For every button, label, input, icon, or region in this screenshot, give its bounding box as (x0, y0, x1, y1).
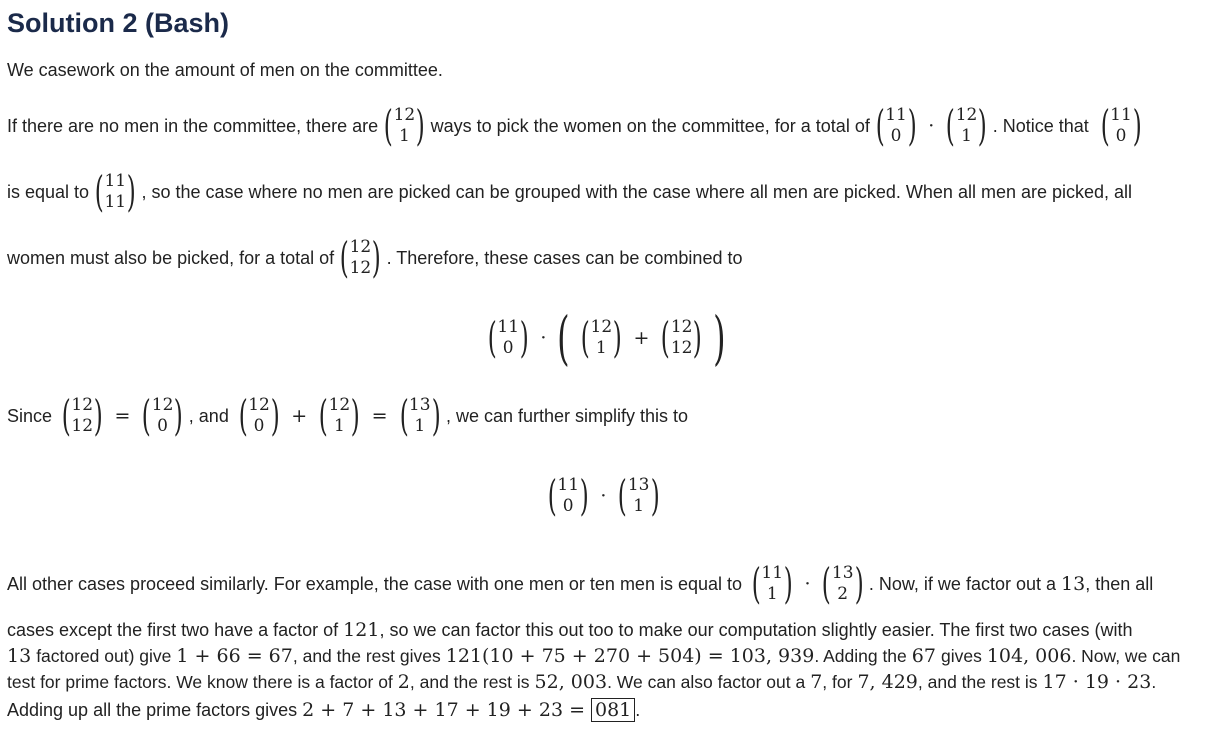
binom-13-1: ( 13 1 ) (399, 391, 441, 440)
binom-11-1: ( 11 1 ) (751, 559, 793, 608)
text: , and the rest is (917, 671, 1038, 692)
solution-heading: Solution 2 (Bash) (7, 8, 229, 38)
outer-paren-open: ( (557, 304, 571, 372)
text: If there are no men in the committee, there are (7, 115, 379, 136)
math-inline: 2 (397, 671, 410, 693)
paragraph-primes (7, 671, 1156, 693)
text: women must also be picked, for a total of (7, 247, 335, 268)
paragraph-other-cases (7, 554, 1153, 614)
binom-12-12: ( 12 12 ) (661, 313, 703, 362)
math-inline: 17 · 19 · 23 (1042, 671, 1152, 693)
outer-paren-close: ) (712, 304, 726, 372)
text: . Now, if we factor out a (868, 573, 1056, 594)
math-inline: 121(10 + 75 + 270 + 504) = 103, 939 (445, 645, 815, 667)
text: . (635, 699, 641, 720)
binom-11-0: ( 11 0 ) (547, 471, 589, 520)
text: , and (188, 405, 229, 426)
display-equation-combined (482, 306, 731, 370)
text: . Therefore, these cases can be combined to (386, 247, 743, 268)
math-inline: 1 + 66 = 67 (176, 645, 293, 667)
text: Adding up all the prime factors gives (7, 699, 298, 720)
math-inline: 104, 006 (986, 645, 1072, 667)
paragraph-answer (7, 698, 640, 722)
binom-12-12: ( 12 12 ) (339, 233, 381, 282)
text: is equal to (7, 181, 90, 202)
math-inline: 121 (343, 619, 380, 641)
binom-12-1: ( 12 1 ) (946, 101, 988, 150)
text: . We can also factor out a (607, 671, 806, 692)
binom-12-12: ( 12 12 ) (61, 391, 103, 440)
text: . Now, we can (1071, 645, 1181, 666)
paragraph-all-women (7, 228, 742, 288)
display-equation-simplified (542, 466, 665, 526)
eq-op: = (114, 405, 131, 427)
dot-op: · (928, 115, 935, 137)
text: gives (940, 645, 982, 666)
paragraph-grouping (7, 162, 1132, 222)
paragraph-intro: We casework on the amount of men on the committee. (7, 60, 443, 80)
binom-13-2: ( 13 2 ) (822, 559, 864, 608)
text: All other cases proceed similarly. For example, the case with one men or ten men is equal to (7, 573, 743, 594)
dot-op: · (540, 327, 547, 349)
math-inline: 7, 429 (857, 671, 918, 693)
plus-op: + (291, 405, 308, 427)
paragraph-no-men (7, 96, 1147, 156)
math-inline: 13 (1061, 573, 1086, 595)
text: factored out) give (36, 645, 172, 666)
math-inline: 2 + 7 + 13 + 17 + 19 + 23 = (302, 699, 585, 721)
math-inline: 7 (810, 671, 823, 693)
text: . (1151, 671, 1157, 692)
paragraph-sums (7, 645, 1180, 667)
plus-op: + (633, 327, 650, 349)
text: cases except the first two have a factor of (7, 619, 339, 640)
text: test for prime factors. We know there is a factor of (7, 671, 393, 692)
text: , so we can factor this out too to make our computation slightly easier. The first two cases (with (379, 619, 1133, 640)
text: , then all (1085, 573, 1154, 594)
binom-12-1: ( 12 1 ) (318, 391, 360, 440)
binom-12-1: ( 12 1 ) (580, 313, 622, 362)
binom-11-0: ( 11 0 ) (875, 101, 917, 150)
math-inline: 67 (911, 645, 936, 667)
math-inline: 52, 003 (534, 671, 608, 693)
text: . Notice that (992, 115, 1089, 136)
text: , and the rest is (409, 671, 530, 692)
text: , so the case where no men are picked can be grouped with the case where all men are picked. When all men are picked, all (141, 181, 1133, 202)
dot-op: · (804, 573, 811, 595)
text: , for (822, 671, 853, 692)
paragraph-factor (7, 619, 1132, 641)
binom-13-1: ( 13 1 ) (618, 471, 660, 520)
text: Since (7, 405, 53, 426)
binom-11-0: ( 11 0 ) (487, 313, 529, 362)
text: , we can further simplify this to (445, 405, 689, 426)
binom-12-1: ( 12 1 ) (383, 101, 425, 150)
text: ways to pick the women on the committee, for a total of (430, 115, 870, 136)
binom-11-11: ( 11 11 ) (94, 167, 136, 216)
binom-12-0: ( 12 0 ) (238, 391, 280, 440)
text: , and the rest gives (292, 645, 441, 666)
paragraph-since (7, 386, 688, 446)
binom-11-0: ( 11 0 ) (1100, 101, 1142, 150)
binom-12-0: ( 12 0 ) (142, 391, 184, 440)
answer-box: 081 (591, 698, 635, 722)
dot-op: · (600, 485, 607, 507)
math-inline: 13 (7, 645, 32, 667)
eq-op: = (371, 405, 388, 427)
text: . Adding the (814, 645, 907, 666)
